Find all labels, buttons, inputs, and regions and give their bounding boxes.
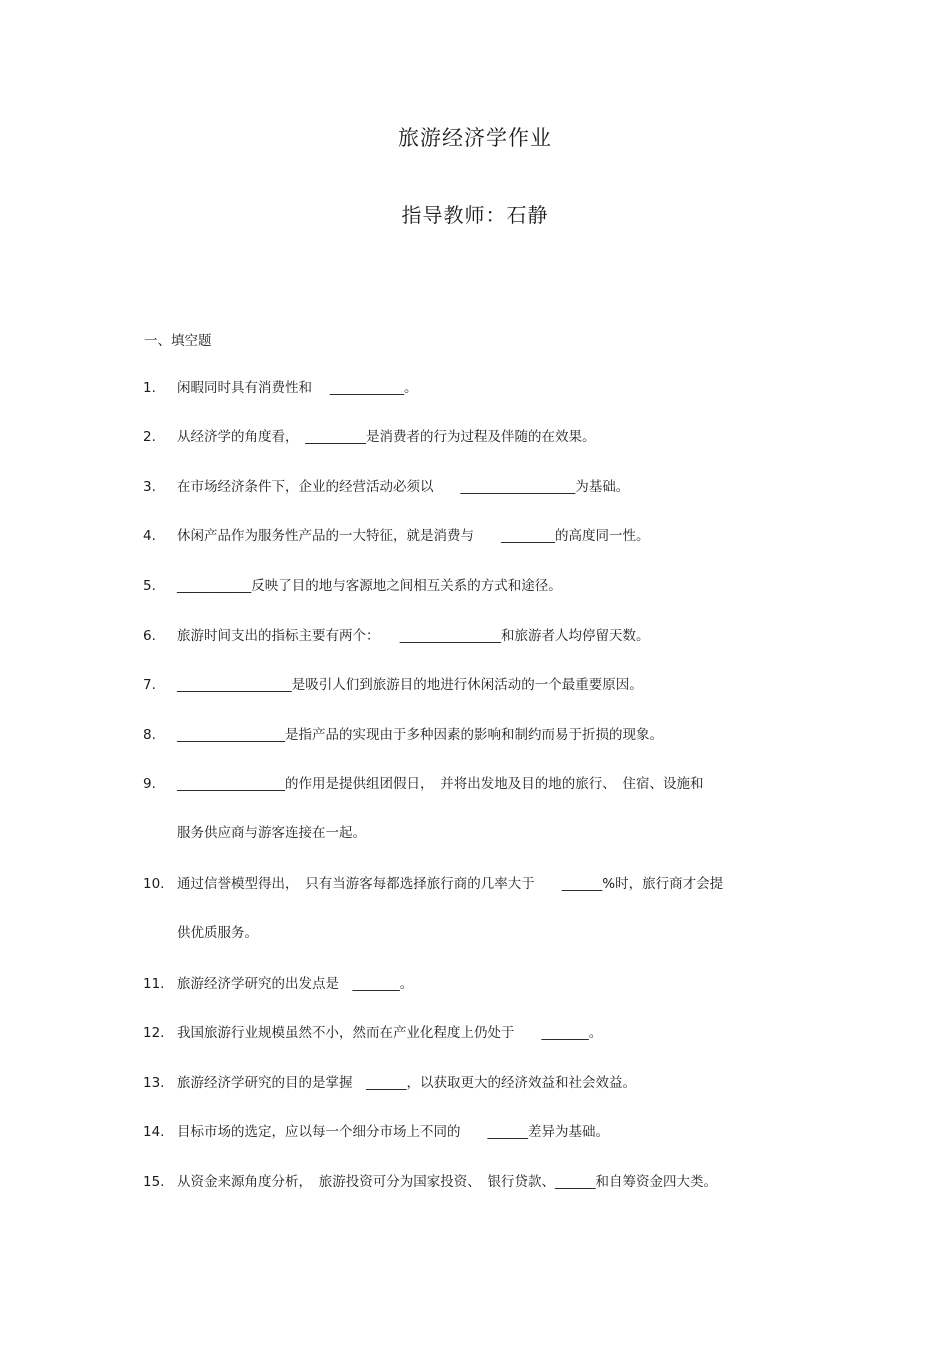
question-text: ________________的作用是提供组团假日， 并将出发地及目的地的旅行、 住宿、设施和 [177, 776, 704, 792]
question-number: 6. [143, 628, 156, 644]
question-number: 11. [143, 976, 165, 992]
question-number: 4. [143, 528, 156, 544]
question-text: 从经济学的角度看， _________是消费者的行为过程及伴随的在效果。 [177, 429, 596, 445]
question-number: 3. [143, 479, 156, 495]
question-text: 目标市场的选定，应以每一个细分市场上不同的 ______差异为基础。 [177, 1124, 609, 1140]
question-text: 旅游经济学研究的出发点是 _______。 [177, 976, 414, 992]
question-number: 1. [143, 380, 156, 396]
question-number: 13. [143, 1075, 165, 1091]
question-number: 10. [143, 876, 165, 892]
instructor-line: 指导教师：石静 [401, 203, 549, 227]
question-text: ___________反映了目的地与客源地之间相互关系的方式和途径。 [177, 578, 562, 594]
question-text: _________________是吸引人们到旅游目的地进行休闲活动的一个最重要原因。 [177, 677, 643, 693]
question-text: 休闲产品作为服务性产品的一大特征，就是消费与 ________的高度同一性。 [177, 528, 650, 544]
question-text: 旅游经济学研究的目的是掌握 ______，以获取更大的经济效益和社会效益。 [177, 1075, 636, 1091]
question-text: 通过信誉模型得出， 只有当游客每都选择旅行商的几率大于 ______%时，旅行商才会提 [177, 876, 724, 892]
section-heading: 一、填空题 [144, 333, 212, 349]
question-number: 15. [143, 1174, 165, 1190]
question-number: 9. [143, 776, 156, 792]
document-title: 旅游经济学作业 [398, 126, 552, 150]
question-text: 闲暇同时具有消费性和 ___________。 [177, 380, 418, 396]
question-number: 12. [143, 1025, 165, 1041]
question-number: 8. [143, 727, 156, 743]
question-text: 旅游时间支出的指标主要有两个： _______________和旅游者人均停留天数。 [177, 628, 650, 644]
question-text: ________________是指产品的实现由于多种因素的影响和制约而易于折损的现象。 [177, 727, 663, 743]
question-text-continued: 供优质服务。 [177, 925, 258, 941]
question-number: 7. [143, 677, 156, 693]
question-number: 2. [143, 429, 156, 445]
question-text: 从资金来源角度分析， 旅游投资可分为国家投资、 银行贷款、______和自筹资金四大类。 [177, 1174, 717, 1190]
question-number: 5. [143, 578, 156, 594]
question-number: 14. [143, 1124, 165, 1140]
question-text: 我国旅游行业规模虽然不小，然而在产业化程度上仍处于 _______。 [177, 1025, 603, 1041]
question-text: 在市场经济条件下，企业的经营活动必须以 _________________为基础。 [177, 479, 630, 495]
question-text-continued: 服务供应商与游客连接在一起。 [177, 825, 366, 841]
